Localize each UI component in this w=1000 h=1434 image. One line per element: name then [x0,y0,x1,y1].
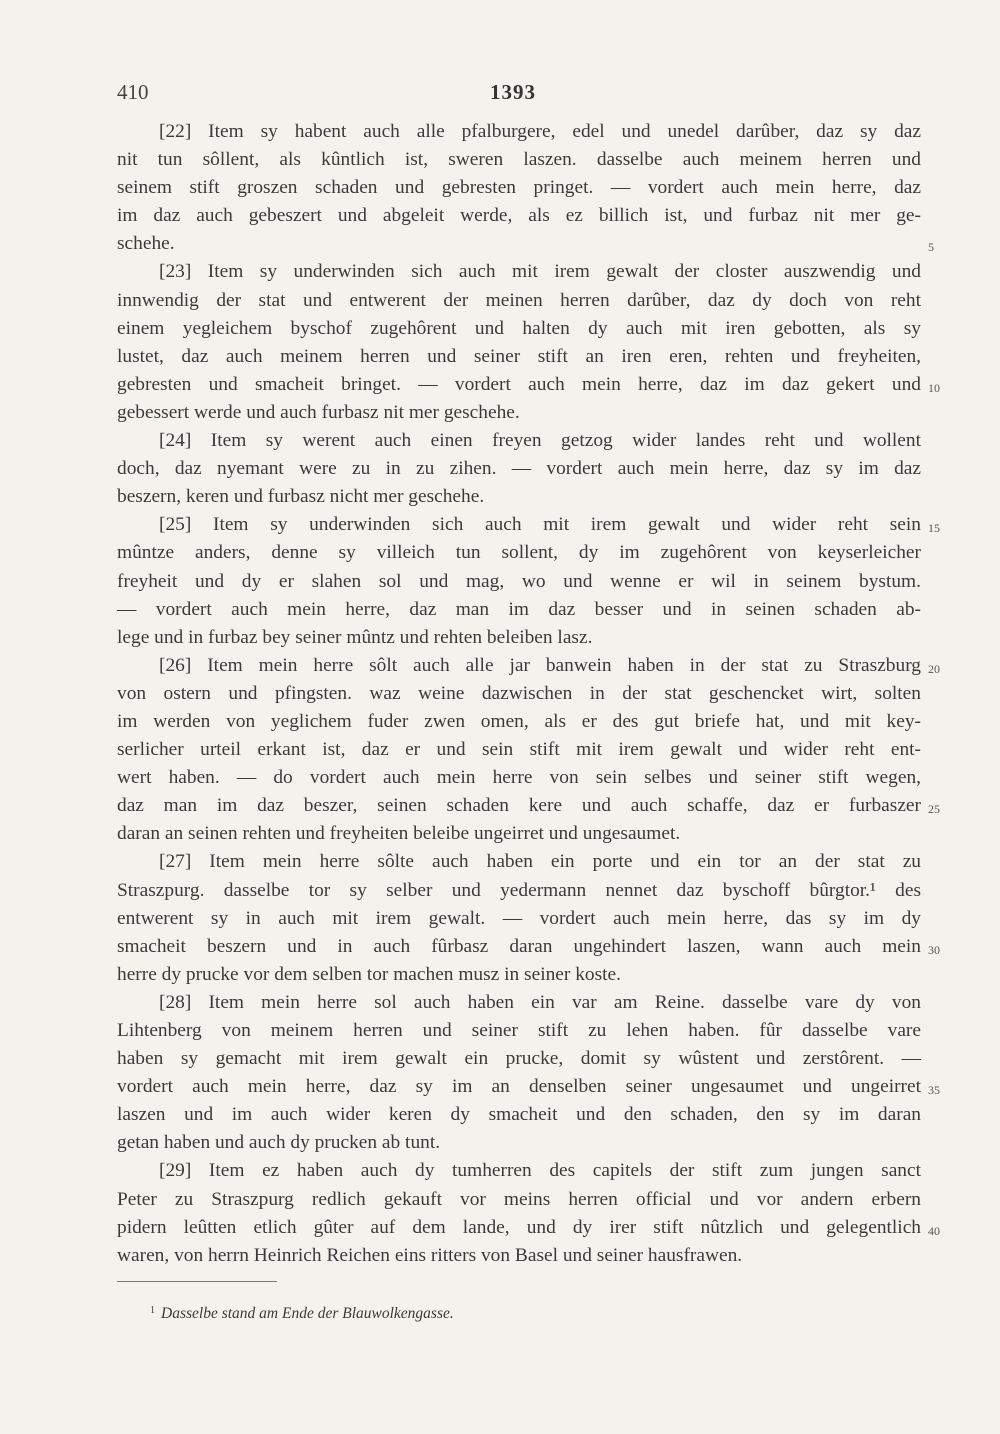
paragraph [117,511,921,651]
text-line: Lihtenberg von meinem herren und seiner stift zu lehen haben. fûr dasselbe vare [117,1020,921,1041]
text-line: laszen und im auch wider keren dy smacheit und den schaden, den sy im daran [117,1104,921,1126]
text-line: beszern, keren und furbasz nicht mer geschehe. [117,486,485,508]
text-line: — vordert auch mein herre, daz man im daz besser und in seinen schaden ab- [117,598,921,620]
paragraph [117,258,921,427]
text-line: [26] Item mein herre sôlt auch alle jar banwein haben in der stat zu Straszburg [159,654,921,676]
body-text [117,118,921,1270]
text-line: smacheit beszern und in auch fûrbasz daran ungehindert laszen, wann auch mein [117,935,921,957]
text-line: Peter zu Straszpurg redlich gekauft vor meins herren official und vor andern erbern [117,1188,921,1210]
text-line: nit tun sôllent, als kûntlich ist, sweren laszen. dasselbe auch meinem herren und [117,149,921,171]
text-line: serlicher urteil erkant ist, daz er und sein stift mit irem gewalt und wider reht ent- [117,739,921,761]
text-line: von ostern und pfingsten. waz weine dazwischen in der stat geschencket wirt, solten [117,682,921,704]
margin-line-number: 20 [928,661,940,676]
margin-line-number: 5 [928,240,934,255]
page-year-header: 1393 [490,80,536,104]
footnote-text: Dasselbe stand am Ende der Blauwolkengasse. [161,1305,454,1322]
paragraph [117,427,921,511]
text-line: vordert auch mein herre, daz sy im an denselben seiner ungesaumet und ungeirret [117,1076,921,1098]
paragraph [117,1157,921,1269]
text-line: wert haben. — do vordert auch mein herre von sein selbes und seiner stift wegen, [117,767,921,789]
text-line: waren, von herrn Heinrich Reichen eins ritters von Basel und seiner hausfrawen. [117,1244,743,1266]
text-line: pidern leûtten etlich gûter auf dem lande, und dy irer stift nûtzlich und gelegentlich [117,1216,921,1238]
text-line: [25] Item sy underwinden sich auch mit irem gewalt und wider reht sein [159,514,921,536]
text-line: im werden von yeglichem fuder zwen omen, als er des gut briefe hat, und mit key- [117,710,921,732]
paragraph [117,989,921,1158]
text-line: einem yegleichem byschof zugehôrent und halten dy auch mit iren gebotten, als sy [117,317,921,339]
text-line: [23] Item sy underwinden sich auch mit irem gewalt der closter auszwendig und [159,261,921,283]
text-line: haben sy gemacht mit irem gewalt ein prucke, domit sy wûstent und zerstôrent. — [117,1048,921,1070]
text-line: im daz auch gebeszert und abgeleit werde, als ez billich ist, und furbaz nit mer ge- [117,205,921,227]
text-line: doch, daz nyemant were zu in zu zihen. — vordert auch mein herre, daz sy im daz [117,458,921,480]
text-line: [24] Item sy werent auch einen freyen getzog wider landes reht und wollent [159,430,921,452]
margin-line-number: 15 [928,521,940,536]
text-line: seinem stift groszen schaden und gebresten pringet. — vordert auch mein herre, daz [117,177,921,199]
page-number: 410 [117,80,149,104]
text-line: Straszpurg. dasselbe tor sy selber und yedermann nennet daz byschoff bûrgtor.¹ des [117,879,921,901]
margin-line-number: 10 [928,380,940,395]
text-line: getan haben und auch dy prucken ab tunt. [117,1132,441,1154]
text-line: [28] Item mein herre sol auch haben ein var am Reine. dasselbe vare dy von [159,991,921,1013]
text-line: herre dy prucke vor dem selben tor machen musz in seiner koste. [117,963,621,985]
text-line: freyheit und dy er slahen sol und mag, wo und wenne er wil in seinem bystum. [117,570,921,592]
paragraph [117,848,921,988]
text-line: innwendig der stat und entwerent der meinen herren darûber, daz dy doch von reht [117,289,921,311]
footnote-divider [117,1281,277,1282]
margin-line-number: 25 [928,802,940,817]
text-line: schehe. [117,233,175,255]
footnote-marker: 1 [150,1305,155,1316]
margin-line-number: 35 [928,1083,940,1098]
margin-line-number: 40 [928,1223,940,1238]
text-line: lege und in furbaz bey seiner mûntz und rehten beleiben lasz. [117,626,593,648]
text-line: [29] Item ez haben auch dy tumherren des capitels der stift zum jungen sanct [159,1160,921,1182]
paragraph [117,652,921,849]
text-line: gebresten und smacheit bringet. — vordert auch mein herre, daz im daz gekert und [117,373,921,395]
text-line: daran an seinen rehten und freyheiten beleibe ungeirret und ungesaumet. [117,823,681,845]
text-line: entwerent sy in auch mit irem gewalt. — vordert auch mein herre, das sy im dy [117,907,921,929]
text-line: [27] Item mein herre sôlte auch haben ein porte und ein tor an der stat zu [159,851,921,873]
margin-line-number: 30 [928,942,940,957]
text-line: lustet, daz auch meinem herren und seiner stift an iren eren, rehten und freyheiten, [117,345,921,367]
text-line: gebessert werde und auch furbasz nit mer geschehe. [117,401,520,423]
text-line: [22] Item sy habent auch alle pfalburgere, edel und unedel darûber, daz sy daz [159,121,921,142]
text-line: mûntze anders, denne sy villeich tun sollent, dy im zugehôrent von keyserleicher [117,542,921,564]
footnote [150,1305,454,1323]
paragraph [117,118,921,258]
text-line: daz man im daz beszer, seinen schaden kere und auch schaffe, daz er furbaszer [117,795,921,817]
